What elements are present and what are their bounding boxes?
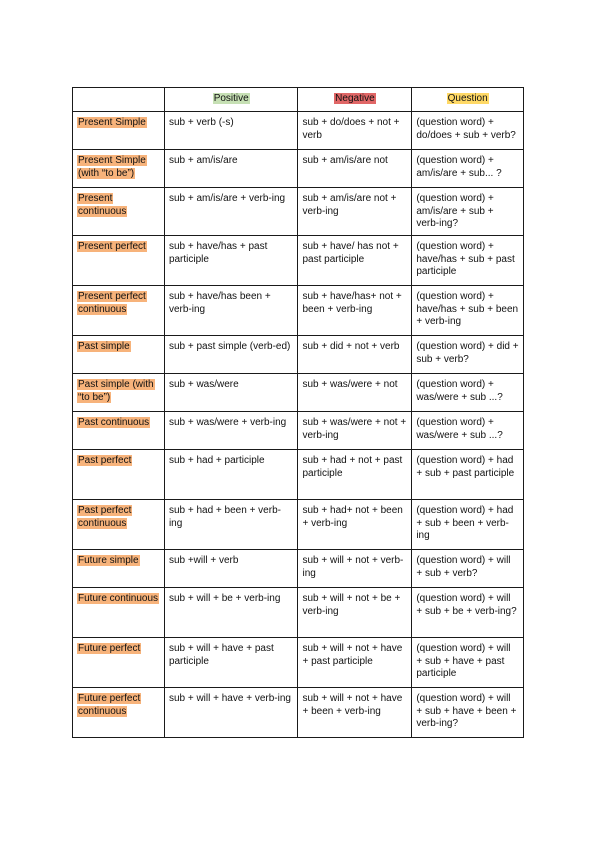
header-negative-label: Negative — [335, 93, 375, 104]
tense-name: Past simple — [78, 341, 130, 352]
tense-name: Present continuous — [78, 193, 127, 217]
table-row — [73, 374, 524, 412]
table-row — [73, 336, 524, 374]
negative-cell: sub + was/were + not — [298, 374, 412, 412]
table-row — [73, 550, 524, 588]
tense-cell — [73, 336, 165, 374]
header-positive — [164, 88, 298, 112]
tense-name: Past continuous — [78, 417, 150, 428]
positive-cell: sub + had + participle — [164, 450, 298, 500]
tense-cell — [73, 588, 165, 638]
question-cell: (question word) + was/were + sub ...? — [412, 374, 524, 412]
table-row — [73, 112, 524, 150]
question-cell: (question word) + will + sub + verb? — [412, 550, 524, 588]
question-cell: (question word) + will + sub + have + past participle — [412, 638, 524, 688]
positive-cell: sub + will + have + verb-ing — [164, 688, 298, 738]
tense-name: Future simple — [78, 555, 139, 566]
tense-cell — [73, 638, 165, 688]
table-body — [73, 112, 524, 738]
positive-cell: sub + verb (-s) — [164, 112, 298, 150]
tense-cell — [73, 150, 165, 188]
tense-cell — [73, 236, 165, 286]
positive-cell: sub + will + have + past participle — [164, 638, 298, 688]
question-cell: (question word) + had + sub + past participle — [412, 450, 524, 500]
tense-cell — [73, 374, 165, 412]
negative-cell: sub + had + not + past participle — [298, 450, 412, 500]
tense-name: Future continuous — [78, 593, 159, 604]
tense-name: Future perfect — [78, 643, 141, 654]
table-row — [73, 412, 524, 450]
table-row — [73, 286, 524, 336]
positive-cell: sub + past simple (verb-ed) — [164, 336, 298, 374]
negative-cell: sub + am/is/are not + verb-ing — [298, 188, 412, 236]
positive-cell: sub +will + verb — [164, 550, 298, 588]
tense-name: Future perfect continuous — [78, 693, 141, 717]
negative-cell: sub + did + not + verb — [298, 336, 412, 374]
table-row — [73, 500, 524, 550]
question-cell: (question word) + had + sub + been + verb-ing — [412, 500, 524, 550]
header-positive-label: Positive — [213, 93, 249, 104]
tense-cell — [73, 688, 165, 738]
negative-cell: sub + do/does + not + verb — [298, 112, 412, 150]
tense-name: Past simple (with “to be”) — [78, 379, 154, 403]
table-row — [73, 688, 524, 738]
header-tense — [73, 88, 165, 112]
question-cell: (question word) + was/were + sub ...? — [412, 412, 524, 450]
tense-name: Past perfect — [78, 455, 132, 466]
question-cell: (question word) + am/is/are + sub... ? — [412, 150, 524, 188]
tense-cell — [73, 412, 165, 450]
question-cell: (question word) + do/does + sub + verb? — [412, 112, 524, 150]
table-row — [73, 150, 524, 188]
tense-cell — [73, 450, 165, 500]
tense-name: Present perfect continuous — [78, 291, 146, 315]
positive-cell: sub + am/is/are — [164, 150, 298, 188]
positive-cell: sub + was/were + verb-ing — [164, 412, 298, 450]
negative-cell: sub + was/were + not + verb-ing — [298, 412, 412, 450]
positive-cell: sub + will + be + verb-ing — [164, 588, 298, 638]
negative-cell: sub + will + not + be + verb-ing — [298, 588, 412, 638]
question-cell: (question word) + have/has + sub + past participle — [412, 236, 524, 286]
tense-name: Present Simple (with “to be”) — [78, 155, 146, 179]
negative-cell: sub + had+ not + been + verb-ing — [298, 500, 412, 550]
positive-cell: sub + had + been + verb-ing — [164, 500, 298, 550]
header-row — [73, 88, 524, 112]
positive-cell: sub + am/is/are + verb-ing — [164, 188, 298, 236]
negative-cell: sub + will + not + verb-ing — [298, 550, 412, 588]
positive-cell: sub + have/has been + verb-ing — [164, 286, 298, 336]
tense-cell — [73, 286, 165, 336]
positive-cell: sub + have/has + past participle — [164, 236, 298, 286]
header-negative — [298, 88, 412, 112]
negative-cell: sub + have/ has not + past participle — [298, 236, 412, 286]
tense-name: Present Simple — [78, 117, 146, 128]
question-cell: (question word) + will + sub + have + been + verb-ing? — [412, 688, 524, 738]
tense-name: Present perfect — [78, 241, 146, 252]
table-row — [73, 588, 524, 638]
question-cell: (question word) + will + sub + be + verb-ing? — [412, 588, 524, 638]
question-cell: (question word) + did + sub + verb? — [412, 336, 524, 374]
table-row — [73, 188, 524, 236]
table-row — [73, 450, 524, 500]
tense-table — [72, 87, 524, 738]
tense-cell — [73, 112, 165, 150]
positive-cell: sub + was/were — [164, 374, 298, 412]
header-question — [412, 88, 524, 112]
question-cell: (question word) + am/is/are + sub + verb-ing? — [412, 188, 524, 236]
header-question-label: Question — [447, 93, 488, 104]
tense-cell — [73, 500, 165, 550]
tense-cell — [73, 188, 165, 236]
negative-cell: sub + will + not + have + been + verb-ing — [298, 688, 412, 738]
table-row — [73, 236, 524, 286]
negative-cell: sub + will + not + have + past participle — [298, 638, 412, 688]
tense-name: Past perfect continuous — [78, 505, 132, 529]
negative-cell: sub + have/has+ not + been + verb-ing — [298, 286, 412, 336]
question-cell: (question word) + have/has + sub + been + verb-ing — [412, 286, 524, 336]
tense-cell — [73, 550, 165, 588]
table-row — [73, 638, 524, 688]
negative-cell: sub + am/is/are not — [298, 150, 412, 188]
